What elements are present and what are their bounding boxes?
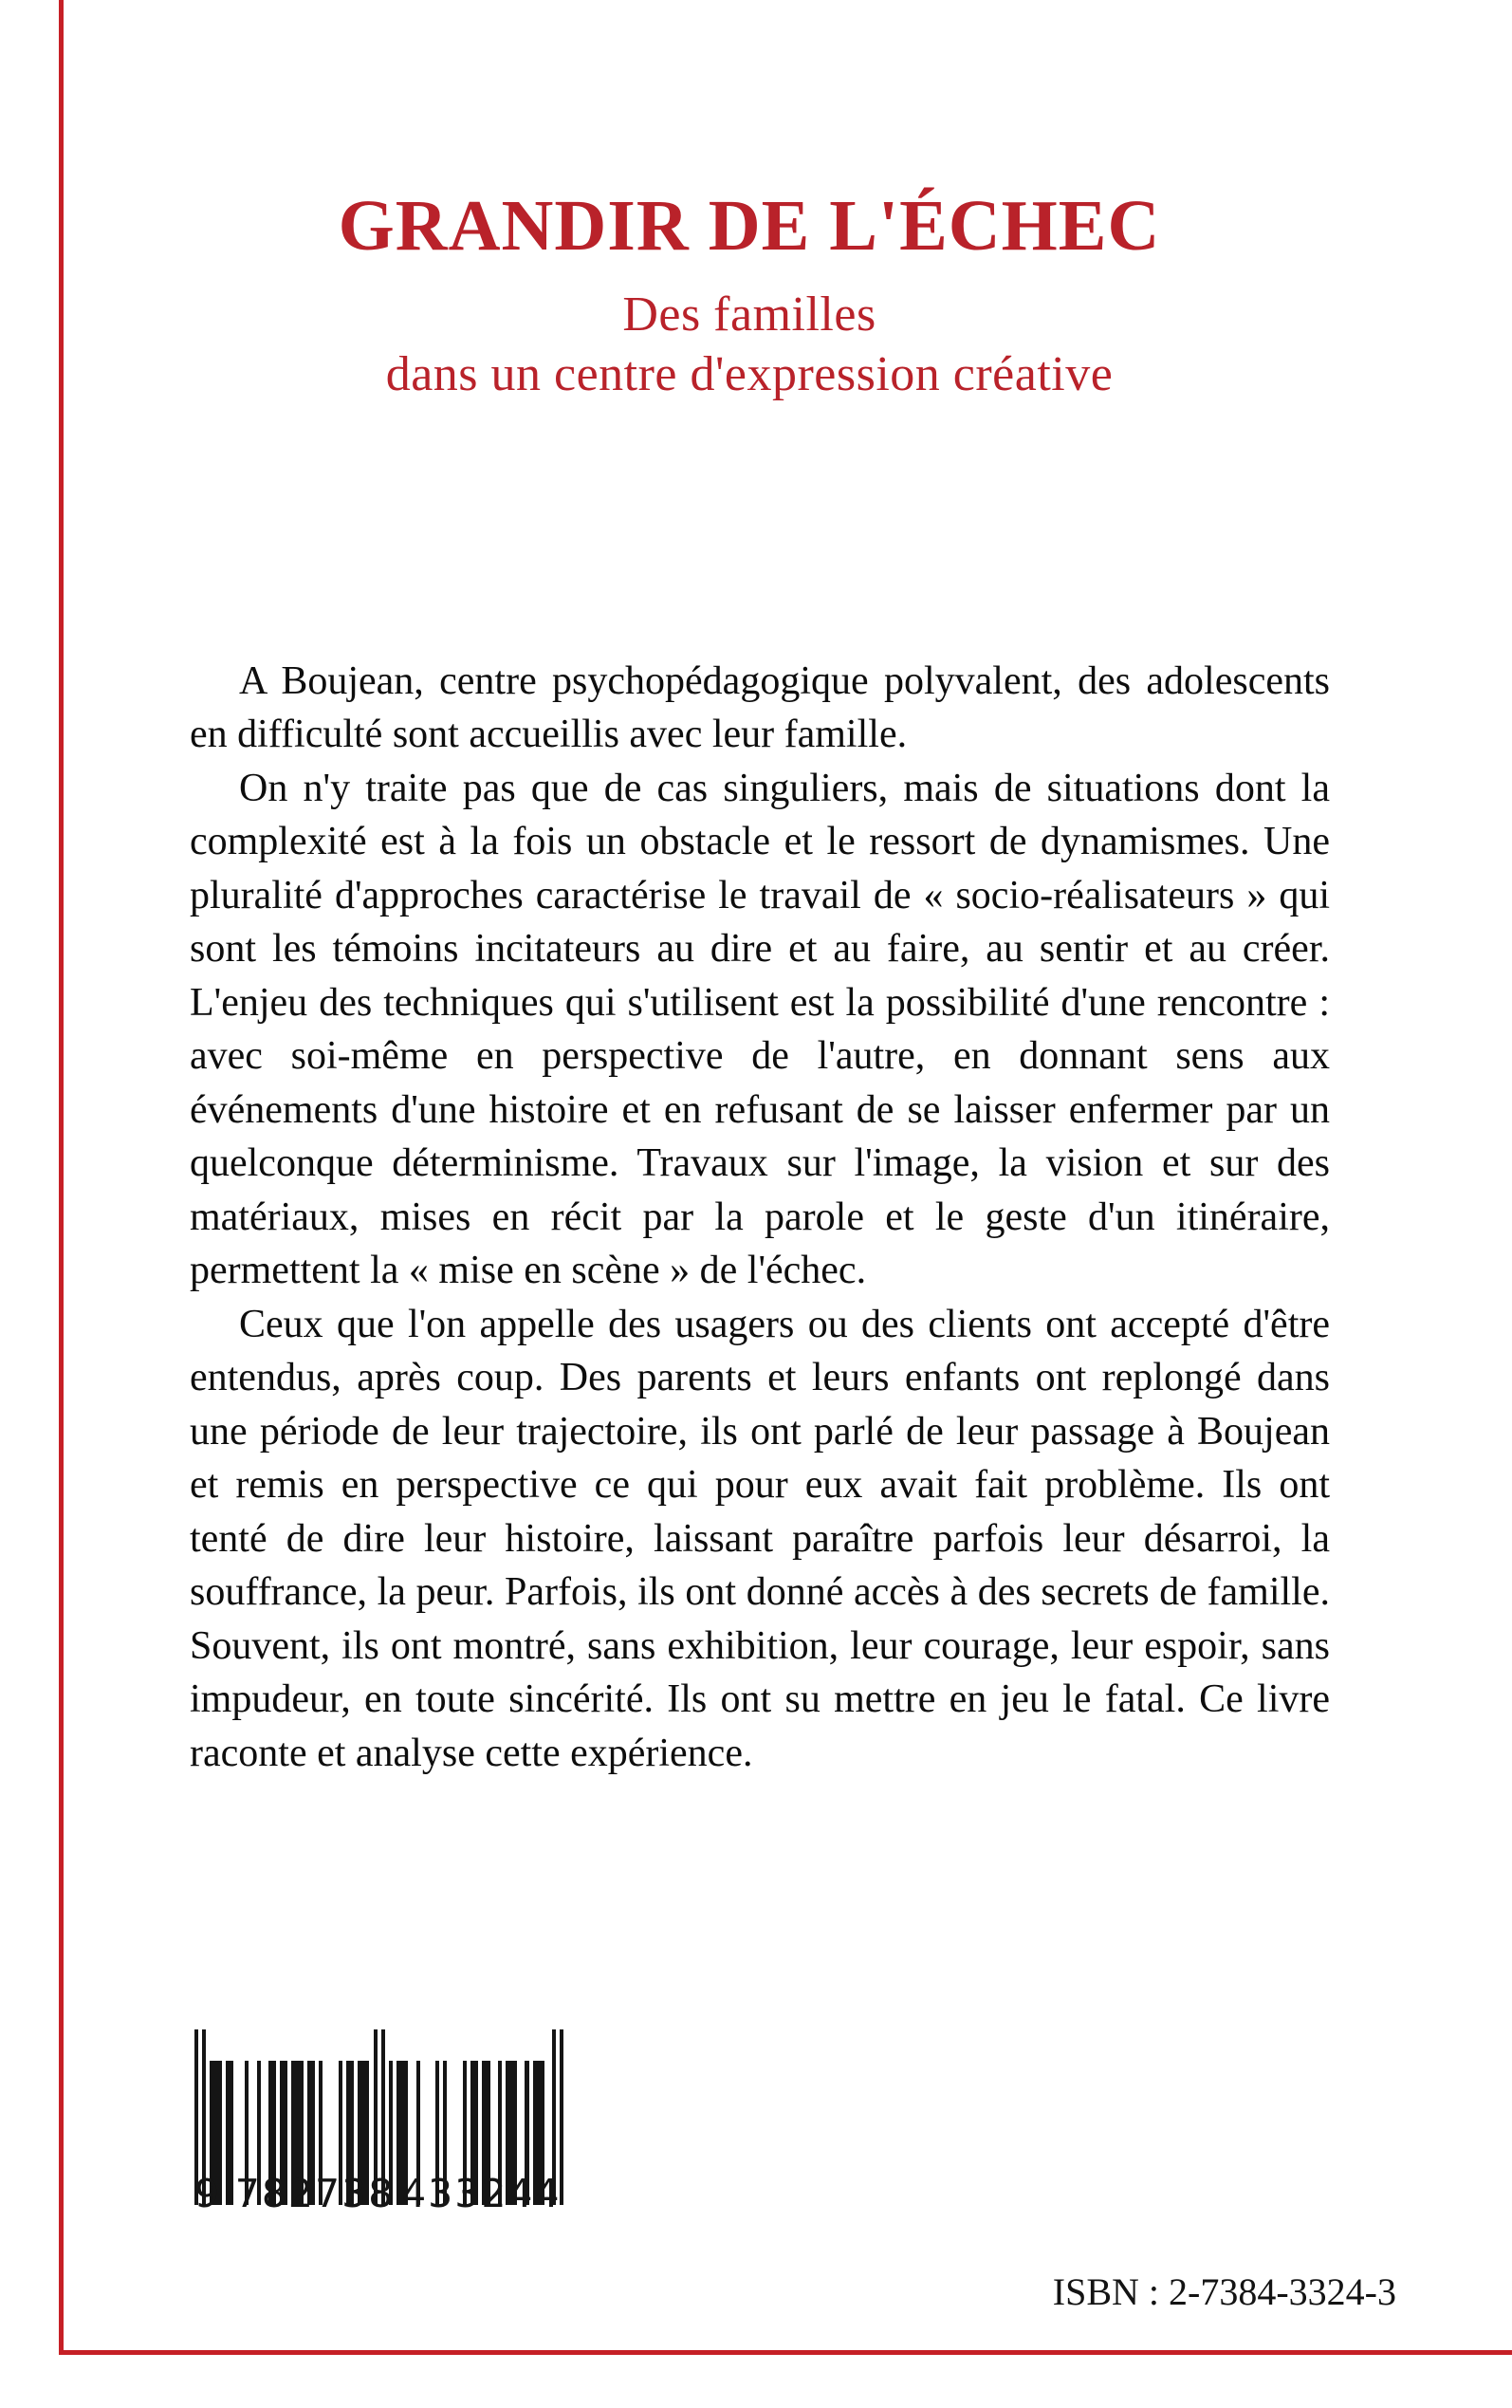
blurb-text bbox=[190, 655, 1330, 1780]
barcode-right-group: 433244 bbox=[401, 2171, 562, 2216]
blurb-paragraph-1: A Boujean, centre psychopédagogique polyvalent, des adolescents en difficulté sont accueillis avec leur famille. bbox=[190, 659, 1330, 757]
red-frame-bottom-rule bbox=[59, 2350, 1512, 2355]
page-title: GRANDIR DE L'ÉCHEC bbox=[338, 186, 1161, 266]
subtitle-line-1: Des familles bbox=[622, 287, 876, 342]
subtitle-line-2: dans un centre d'expression créative bbox=[385, 346, 1114, 401]
isbn-text: ISBN : 2-7384-3324-3 bbox=[1052, 2270, 1396, 2313]
subtitle-block bbox=[104, 285, 1394, 405]
barcode-left-group: 782738 bbox=[234, 2171, 396, 2216]
ean13-barcode bbox=[194, 2061, 564, 2216]
barcode-digits bbox=[194, 2171, 564, 2216]
barcode-lead-digit: 9 bbox=[194, 2171, 222, 2216]
blurb-paragraph-2: On n'y traite pas que de cas singuliers, mais de situations dont la complexité est à la fois un obstacle et le ressort de dynamismes. Une pluralité d'approches caractérise le travail de « socio-réalisateurs » qui sont les témoins incitateurs au dire et au faire, au sentir et au créer. L'enjeu des techniques qui s'utilisent est la possibilité d'une rencontre : avec soi-même en perspective de l'autre, en donnant sens aux événements d'une histoire et en refusant de se laisser enfermer par un quelconque déterminisme. Travaux sur l'image, la vision et sur des matériaux, mises en récit par la parole et le geste d'un itinéraire, permettent la « mise en scène » de l'échec. bbox=[190, 766, 1330, 1293]
title-block bbox=[104, 186, 1394, 404]
red-frame-left-rule bbox=[59, 0, 64, 2355]
blurb-paragraph-3: Ceux que l'on appelle des usagers ou des clients ont accepté d'être entendus, après coup. Des parents et leurs enfants ont replongé dans une période de leur trajectoire, ils ont parlé de leur passage à Boujean et remis en perspective ce qui pour eux avait fait problème. Ils ont tenté de dire leur histoire, laissant paraître parfois leur désarroi, la souffrance, la peur. Parfois, ils ont donné accès à des secrets de famille. Souvent, ils ont montré, sans exhibition, leur courage, leur espoir, sans impudeur, en toute sincérité. Ils ont su mettre en jeu le fatal. Ce livre raconte et analyse cette expérience. bbox=[190, 1302, 1330, 1775]
